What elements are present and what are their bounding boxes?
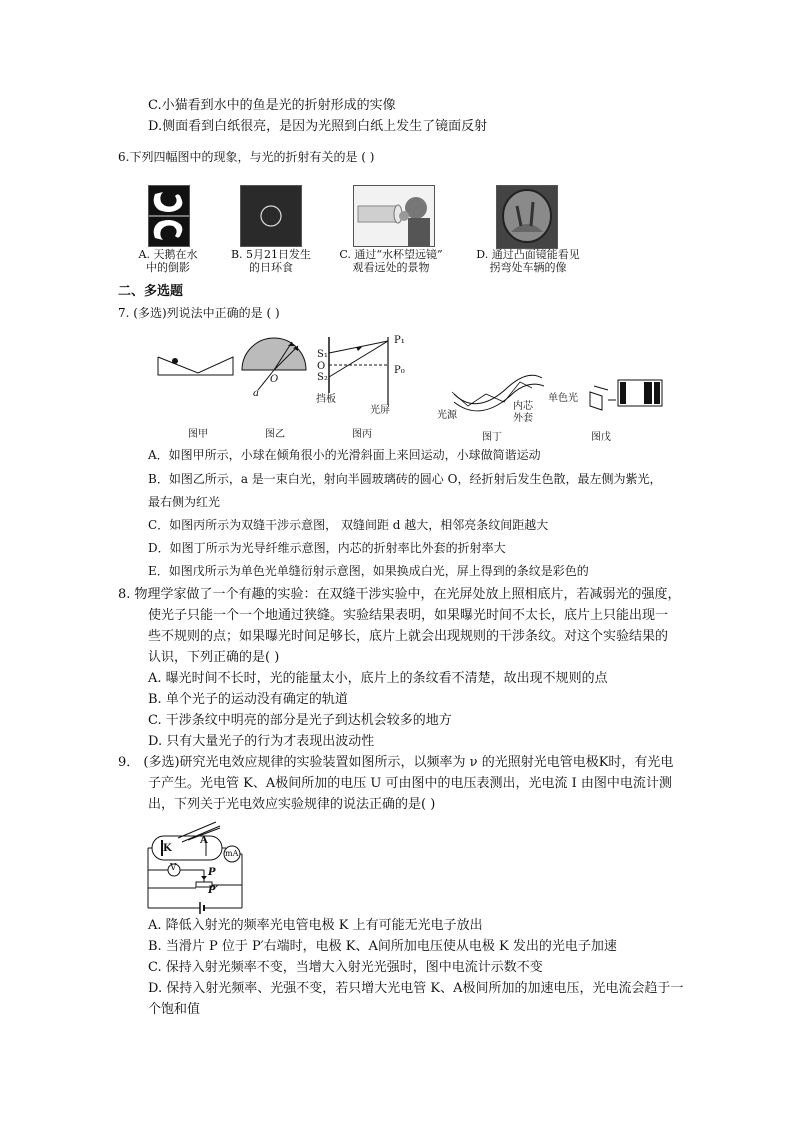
figure-ding-label: 图丁 (482, 432, 502, 443)
figure-yi-diagram (240, 338, 310, 378)
q9-ma-label: mA (225, 849, 239, 858)
q7-option-d: D．如图丁所示为光导纤维示意图，内芯的折射率比外套的折射率大 (148, 541, 506, 555)
q7-option-c: C．如图丙所示为双缝干涉示意图， 双缝间距 d 越大，相邻亮条纹间距越大 (148, 518, 549, 532)
q6-caption-d (468, 248, 588, 274)
caption-line: C. 通过“水杯望远镜” (339, 248, 443, 261)
q9-p-prime-label: P′ (208, 885, 219, 896)
section-heading: 二、多选题 (118, 284, 184, 299)
figure-ding-source-label: 光源 (437, 410, 457, 421)
q6-caption-a (138, 248, 198, 274)
q9-option-d-cont: 个饱和值 (148, 1002, 201, 1017)
swan-reflection-image (148, 185, 190, 247)
q9-p-label: P (208, 867, 216, 878)
q7-option-e: E．如图戊所示为单色光单缝衍射示意图，如果换成白光，屏上得到的条纹是彩色的 (148, 564, 589, 578)
figure-bing-label: 图丙 (352, 429, 372, 440)
figure-yi-o-label: O (270, 374, 279, 385)
q9-stem-line-3: 出，下列关于光电效应实验规律的说法正确的是( ) (148, 797, 436, 812)
q5-option-c: C.小猫看到水中的鱼是光的折射形成的实像 (148, 98, 396, 113)
caption-line: 拐弯处车辆的像 (489, 261, 567, 274)
caption-line: A. 天鹅在水 (138, 248, 198, 261)
q6-caption-c (326, 248, 456, 274)
q5-option-d: D.侧面看到白纸很亮，是因为光照到白纸上发生了镜面反射 (148, 119, 488, 134)
q9-v-label: V (170, 863, 177, 873)
q9-stem-line-2: 子产生。光电管 K、A极间所加的电压 U 可由图中的电压表测出，光电流 I 由图中电流计测 (148, 776, 672, 791)
q8-stem-line-2: 使光子只能一个一个地通过狭缝。实验结果表明，如果曝光时间不太长，底片上只能出现一 (148, 608, 669, 623)
figure-wu-label: 图戊 (591, 432, 611, 443)
water-cup-telescope-image (353, 185, 435, 247)
figure-bing-s1-label: S₁ (317, 349, 328, 360)
q8-option-b: B. 单个光子的运动没有确定的轨道 (148, 692, 348, 707)
figure-yi-a-label: a (253, 388, 259, 399)
figure-jia-label: 图甲 (188, 429, 208, 440)
caption-line: 中的倒影 (146, 261, 190, 274)
q8-stem-line-1: 8. 物理学家做了一个有趣的实验：在双缝干涉实验中，在光屏处放上照相底片，若减弱光的强度， (118, 587, 681, 602)
q8-stem-line-4: 认识，下列正确的是( ) (148, 650, 280, 665)
figure-bing-p1-label: P₁ (394, 335, 405, 346)
caption-line: 观看远处的景物 (352, 261, 430, 274)
q9-option-d: D. 保持入射光频率、光强不变，若只增大光电管 K、A极间所加的加速电压，光电流会趋于一 (148, 981, 684, 996)
figure-bing-p0-label: P₀ (394, 365, 405, 376)
convex-mirror-image (496, 185, 558, 249)
q9-option-a: A. 降低入射光的频率光电管电极 K 上有可能无光电子放出 (148, 918, 483, 933)
photoelectric-circuit-diagram (148, 818, 246, 910)
q8-option-d: D. 只有大量光子的行为才表现出波动性 (148, 734, 375, 749)
figure-ding-core-label: 内芯 (513, 401, 533, 412)
q6-stem: 6.下列四幅图中的现象，与光的折射有关的是 ( ) (118, 150, 375, 164)
q6-caption-b (226, 248, 316, 274)
q9-option-b: B. 当滑片 P 位于 P′右端时，电极 K、A间所加电压使从电极 K 发出的光电子加速 (148, 939, 617, 954)
figure-bing-o-label: O (317, 361, 326, 372)
figure-bing-baffle-label: 挡板 (316, 394, 336, 405)
q8-option-a: A. 曝光时间不长时，光的能量太小，底片上的条纹看不清楚，故出现不规则的点 (148, 671, 608, 686)
q8-stem-line-3: 些不规则的点；如果曝光时间足够长，底片上就会出现规则的干涉条纹。对这个实验结果的 (148, 629, 669, 644)
q7-option-b: B．如图乙所示，a 是一束白光，射向半圆玻璃砖的圆心 O，经折射后发生色散，最左侧为紫光， (148, 472, 662, 486)
figure-yi-label: 图乙 (265, 429, 285, 440)
figure-wu-diagram (590, 378, 664, 414)
caption-line: 的日环食 (249, 261, 293, 274)
figure-jia-diagram (158, 355, 233, 377)
figure-ding-jacket-label: 外套 (513, 413, 533, 424)
caption-line: B. 5月21日发生 (230, 248, 312, 261)
caption-line: D. 通过凸面镜能看见 (476, 248, 580, 261)
q9-a-label: A (200, 835, 208, 846)
q8-option-c: C. 干涉条纹中明亮的部分是光子到达机会较多的地方 (148, 713, 452, 728)
annular-eclipse-image (240, 185, 302, 247)
q7-option-a: A．如图甲所示，小球在倾角很小的光滑斜面上来回运动，小球做简谐运动 (148, 448, 541, 462)
figure-bing-screen-label: 光屏 (370, 405, 390, 416)
figure-bing-s2-label: S₂ (317, 372, 328, 383)
q9-k-label: K (163, 843, 172, 854)
q7-option-b-cont: 最右侧为红光 (148, 495, 221, 509)
q9-option-c: C. 保持入射光频率不变，当增大入射光光强时，图中电流计示数不变 (148, 960, 543, 975)
figure-wu-mono-label: 单色光 (548, 393, 578, 404)
q7-stem: 7. (多选)列说法中正确的是 ( ) (118, 306, 280, 320)
q9-stem-line-1: 9． (多选)研究光电效应规律的实验装置如图所示，以频率为 ν 的光照射光电管电极K时，有光电 (118, 755, 674, 770)
